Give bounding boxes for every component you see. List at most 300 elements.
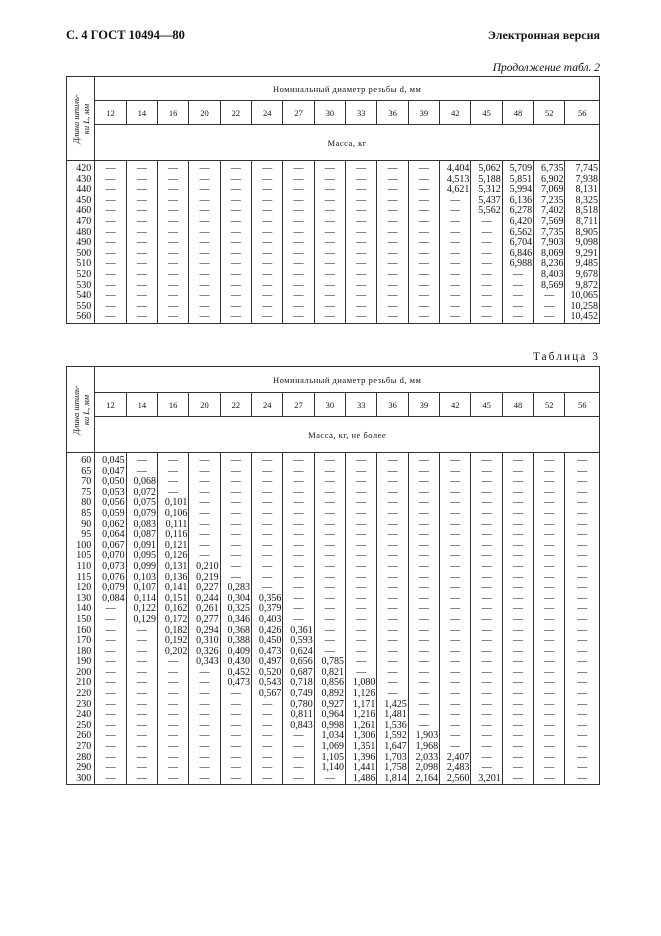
mass-cell: — xyxy=(220,742,251,753)
mass-cell: — xyxy=(346,281,377,292)
mass-cell: — xyxy=(471,626,502,637)
mass-cell: — xyxy=(408,678,439,689)
mass-cell: — xyxy=(95,238,126,249)
mass-cell: — xyxy=(565,657,600,668)
table-row xyxy=(67,206,600,217)
mass-cell: — xyxy=(346,312,377,323)
mass-cell: — xyxy=(534,583,565,594)
diameter-cell: 45 xyxy=(471,393,502,417)
mass-cell: 9,291 xyxy=(565,249,600,260)
mass-cell: — xyxy=(283,175,314,186)
mass-cell: — xyxy=(126,270,157,281)
mass-cell: — xyxy=(314,238,345,249)
mass-cell: — xyxy=(377,175,408,186)
mass-cell: 7,745 xyxy=(565,161,600,175)
mass-cell: — xyxy=(189,196,220,207)
table-row xyxy=(67,541,600,552)
mass-cell: — xyxy=(189,763,220,774)
mass-cell: — xyxy=(534,498,565,509)
table-row xyxy=(67,562,600,573)
length-cell: 290 xyxy=(67,763,95,774)
table-row xyxy=(67,657,600,668)
mass-cell: — xyxy=(314,509,345,520)
mass-cell: — xyxy=(408,206,439,217)
mass-cell: — xyxy=(565,753,600,764)
mass-cell: 7,735 xyxy=(534,228,565,239)
mass-cell: — xyxy=(534,753,565,764)
mass-cell: — xyxy=(126,742,157,753)
mass-cell: — xyxy=(346,175,377,186)
mass-cell: — xyxy=(408,238,439,249)
mass-cell: — xyxy=(95,626,126,637)
mass-cell: — xyxy=(220,488,251,499)
mass-cell: — xyxy=(471,689,502,700)
mass-cell: — xyxy=(189,312,220,323)
diameter-cell: 33 xyxy=(346,393,377,417)
mass-cell: — xyxy=(471,721,502,732)
mass-cell: 0,283 xyxy=(220,583,251,594)
mass-cell: 0,388 xyxy=(220,636,251,647)
length-cell: 180 xyxy=(67,647,95,658)
mass-cell: — xyxy=(565,636,600,647)
mass-cell: — xyxy=(471,551,502,562)
table-row xyxy=(67,753,600,764)
table-row xyxy=(67,291,600,302)
diameter-row xyxy=(67,393,600,417)
diameter-header: Номинальный диаметр резьбы d, мм xyxy=(95,367,600,393)
table-row xyxy=(67,217,600,228)
mass-cell: — xyxy=(220,710,251,721)
table-row xyxy=(67,721,600,732)
mass-cell: — xyxy=(252,175,283,186)
mass-cell: — xyxy=(126,453,157,467)
mass-cell: — xyxy=(314,270,345,281)
mass-cell: — xyxy=(377,573,408,584)
mass-cell: — xyxy=(220,270,251,281)
mass-cell: — xyxy=(565,573,600,584)
mass-cell: — xyxy=(471,520,502,531)
mass-cell: 0,079 xyxy=(95,583,126,594)
mass-cell: — xyxy=(440,583,471,594)
mass-cell: 0,050 xyxy=(95,477,126,488)
mass-cell: — xyxy=(189,217,220,228)
mass-cell: — xyxy=(565,498,600,509)
mass-cell: — xyxy=(220,551,251,562)
length-cell: 300 xyxy=(67,774,95,785)
mass-cell: — xyxy=(157,302,188,313)
mass-cell: — xyxy=(440,562,471,573)
mass-cell: — xyxy=(189,520,220,531)
mass-cell: — xyxy=(502,583,533,594)
mass-cell: — xyxy=(220,206,251,217)
mass-cell: — xyxy=(126,710,157,721)
diameter-cell: 27 xyxy=(283,393,314,417)
mass-cell: — xyxy=(126,753,157,764)
mass-cell: 0,520 xyxy=(252,668,283,679)
mass-cell: — xyxy=(95,742,126,753)
length-cell: 220 xyxy=(67,689,95,700)
mass-cell: — xyxy=(283,498,314,509)
mass-cell: — xyxy=(377,453,408,467)
mass-cell: — xyxy=(565,583,600,594)
mass-cell: — xyxy=(377,615,408,626)
table-row xyxy=(67,453,600,467)
mass-cell: — xyxy=(252,249,283,260)
mass-cell: — xyxy=(377,477,408,488)
mass-cell: — xyxy=(440,742,471,753)
mass-cell: — xyxy=(95,270,126,281)
mass-cell: — xyxy=(314,594,345,605)
mass-cell: — xyxy=(471,710,502,721)
mass-cell: 0,075 xyxy=(126,498,157,509)
mass-cell: — xyxy=(220,259,251,270)
mass-cell: 6,988 xyxy=(502,259,533,270)
mass-cell: — xyxy=(189,530,220,541)
table-row xyxy=(67,615,600,626)
mass-cell: — xyxy=(502,509,533,520)
length-cell: 190 xyxy=(67,657,95,668)
table-row xyxy=(67,175,600,186)
mass-cell: — xyxy=(157,488,188,499)
mass-cell: 0,083 xyxy=(126,520,157,531)
mass-cell: — xyxy=(157,228,188,239)
mass-cell: 5,851 xyxy=(502,175,533,186)
mass-cell: — xyxy=(126,302,157,313)
mass-cell: — xyxy=(252,562,283,573)
mass-cell: — xyxy=(220,228,251,239)
mass-cell: 1,105 xyxy=(314,753,345,764)
mass-cell: — xyxy=(440,636,471,647)
mass-cell: 1,425 xyxy=(377,700,408,711)
mass-cell: — xyxy=(534,594,565,605)
mass-cell: 9,678 xyxy=(565,270,600,281)
mass-cell: 5,062 xyxy=(471,161,502,175)
table-row xyxy=(67,249,600,260)
mass-cell: — xyxy=(377,583,408,594)
mass-cell: 1,080 xyxy=(346,678,377,689)
mass-cell: — xyxy=(471,477,502,488)
mass-cell: 0,114 xyxy=(126,594,157,605)
mass-cell: — xyxy=(377,259,408,270)
mass-cell: — xyxy=(440,509,471,520)
mass-cell: — xyxy=(502,477,533,488)
mass-cell: — xyxy=(408,498,439,509)
mass-cell: — xyxy=(346,467,377,478)
mass-cell: — xyxy=(314,562,345,573)
mass-cell: — xyxy=(95,731,126,742)
mass-cell: — xyxy=(377,668,408,679)
mass-cell: — xyxy=(126,249,157,260)
length-cell: 105 xyxy=(67,551,95,562)
mass-cell: — xyxy=(252,573,283,584)
mass-cell: — xyxy=(346,498,377,509)
mass-cell: — xyxy=(220,753,251,764)
mass-cell: 7,069 xyxy=(534,185,565,196)
mass-cell: — xyxy=(440,721,471,732)
mass-cell: — xyxy=(471,753,502,764)
mass-cell: — xyxy=(95,763,126,774)
mass-cell: — xyxy=(252,731,283,742)
mass-cell: — xyxy=(534,477,565,488)
length-cell: 120 xyxy=(67,583,95,594)
mass-cell: 4,621 xyxy=(440,185,471,196)
mass-cell: — xyxy=(346,551,377,562)
length-cell: 90 xyxy=(67,520,95,531)
mass-cell: — xyxy=(377,657,408,668)
mass-cell: — xyxy=(534,615,565,626)
mass-cell: — xyxy=(408,562,439,573)
mass-cell: — xyxy=(252,763,283,774)
mass-cell: — xyxy=(252,774,283,785)
mass-cell: — xyxy=(346,488,377,499)
mass-cell: — xyxy=(220,467,251,478)
mass-cell: 0,103 xyxy=(126,573,157,584)
mass-cell: — xyxy=(189,175,220,186)
mass-cell: — xyxy=(346,206,377,217)
mass-cell: — xyxy=(189,551,220,562)
mass-cell: — xyxy=(440,217,471,228)
length-cell: 115 xyxy=(67,573,95,584)
mass-cell: — xyxy=(471,238,502,249)
mass-cell: — xyxy=(534,689,565,700)
mass-cell: — xyxy=(95,175,126,186)
mass-cell: — xyxy=(377,196,408,207)
mass-cell: — xyxy=(534,774,565,785)
mass-cell: 1,396 xyxy=(346,753,377,764)
mass-cell: — xyxy=(440,678,471,689)
length-cell: 65 xyxy=(67,467,95,478)
mass-cell: — xyxy=(95,302,126,313)
page-header-right: Электронная версия xyxy=(487,28,600,42)
mass-cell: 4,513 xyxy=(440,175,471,186)
mass-cell: — xyxy=(252,291,283,302)
length-cell: 520 xyxy=(67,270,95,281)
mass-cell: — xyxy=(126,689,157,700)
mass-cell: — xyxy=(471,498,502,509)
mass-cell: 7,402 xyxy=(534,206,565,217)
mass-cell: — xyxy=(314,175,345,186)
mass-cell: — xyxy=(440,228,471,239)
mass-cell: 1,968 xyxy=(408,742,439,753)
mass-cell: 1,592 xyxy=(377,731,408,742)
length-cell: 540 xyxy=(67,291,95,302)
mass-cell: — xyxy=(126,731,157,742)
mass-cell: 1,306 xyxy=(346,731,377,742)
mass-cell: — xyxy=(408,700,439,711)
mass-cell: 0,073 xyxy=(95,562,126,573)
length-cell: 60 xyxy=(67,453,95,467)
mass-cell: — xyxy=(440,206,471,217)
mass-cell: — xyxy=(157,477,188,488)
mass-cell: — xyxy=(377,206,408,217)
mass-cell: — xyxy=(377,312,408,323)
mass-cell: — xyxy=(377,520,408,531)
mass-cell: 0,107 xyxy=(126,583,157,594)
mass-cell: — xyxy=(408,161,439,175)
mass-cell: — xyxy=(565,477,600,488)
length-cell: 240 xyxy=(67,710,95,721)
mass-cell: — xyxy=(157,281,188,292)
table-row xyxy=(67,228,600,239)
diameter-cell: 48 xyxy=(502,393,533,417)
mass-cell: — xyxy=(157,270,188,281)
mass-cell: — xyxy=(565,731,600,742)
table-row xyxy=(67,668,600,679)
mass-cell: — xyxy=(157,291,188,302)
mass-cell: 1,069 xyxy=(314,742,345,753)
length-cell: 510 xyxy=(67,259,95,270)
mass-cell: — xyxy=(377,562,408,573)
mass-cell: — xyxy=(189,270,220,281)
mass-cell: — xyxy=(534,700,565,711)
mass-cell: — xyxy=(220,721,251,732)
mass-cell: — xyxy=(565,678,600,689)
mass-cell: 2,033 xyxy=(408,753,439,764)
mass-cell: 1,441 xyxy=(346,763,377,774)
mass-cell: 0,079 xyxy=(126,509,157,520)
mass-cell: 8,236 xyxy=(534,259,565,270)
table-row xyxy=(67,583,600,594)
mass-cell: — xyxy=(95,161,126,175)
length-cell: 200 xyxy=(67,668,95,679)
table-row xyxy=(67,551,600,562)
mass-cell: — xyxy=(220,161,251,175)
mass-cell: — xyxy=(502,530,533,541)
mass-cell: 0,718 xyxy=(283,678,314,689)
length-cell: 230 xyxy=(67,700,95,711)
mass-cell: — xyxy=(346,228,377,239)
mass-cell: — xyxy=(408,647,439,658)
mass-cell: — xyxy=(408,657,439,668)
mass-cell: — xyxy=(471,604,502,615)
diameter-row xyxy=(67,101,600,125)
mass-cell: — xyxy=(377,689,408,700)
mass-cell: — xyxy=(252,467,283,478)
mass-cell: 0,059 xyxy=(95,509,126,520)
mass-cell: 0,361 xyxy=(283,626,314,637)
mass-cell: — xyxy=(440,668,471,679)
mass-cell: — xyxy=(565,689,600,700)
mass-cell: — xyxy=(471,583,502,594)
mass-cell: — xyxy=(408,312,439,323)
mass-cell: — xyxy=(126,700,157,711)
mass-cell: — xyxy=(377,228,408,239)
mass-cell: — xyxy=(95,281,126,292)
mass-cell: 0,122 xyxy=(126,604,157,615)
mass-cell: — xyxy=(346,477,377,488)
mass-cell: — xyxy=(314,530,345,541)
mass-cell: — xyxy=(95,249,126,260)
mass-cell: — xyxy=(440,302,471,313)
mass-cell: — xyxy=(189,498,220,509)
mass-cell: 0,210 xyxy=(189,562,220,573)
mass-cell: 0,047 xyxy=(95,467,126,478)
mass-cell: — xyxy=(157,721,188,732)
mass-cell: — xyxy=(471,270,502,281)
mass-cell: — xyxy=(440,281,471,292)
mass-cell: — xyxy=(534,636,565,647)
mass-cell: 5,312 xyxy=(471,185,502,196)
mass-cell: — xyxy=(502,668,533,679)
table-row xyxy=(67,259,600,270)
mass-cell: 3,201 xyxy=(471,774,502,785)
mass-cell: — xyxy=(377,530,408,541)
table-row xyxy=(67,196,600,207)
mass-cell: — xyxy=(283,488,314,499)
mass-cell: — xyxy=(220,509,251,520)
mass-cell: — xyxy=(377,636,408,647)
table3 xyxy=(66,366,600,785)
mass-cell: — xyxy=(471,742,502,753)
mass-cell: — xyxy=(283,573,314,584)
mass-cell: 0,056 xyxy=(95,498,126,509)
mass-cell: — xyxy=(252,185,283,196)
diameter-cell: 14 xyxy=(126,393,157,417)
mass-cell: 8,518 xyxy=(565,206,600,217)
mass-cell: 0,101 xyxy=(157,498,188,509)
mass-cell: — xyxy=(471,281,502,292)
mass-cell: 5,562 xyxy=(471,206,502,217)
mass-cell: — xyxy=(220,700,251,711)
mass-cell: 0,068 xyxy=(126,477,157,488)
mass-cell: — xyxy=(408,467,439,478)
mass-cell: — xyxy=(189,509,220,520)
mass-cell: — xyxy=(314,467,345,478)
table-row xyxy=(67,498,600,509)
mass-cell: — xyxy=(346,238,377,249)
table-row xyxy=(67,774,600,785)
mass-cell: 0,785 xyxy=(314,657,345,668)
mass-cell: — xyxy=(283,467,314,478)
mass-cell: 0,356 xyxy=(252,594,283,605)
mass-cell: — xyxy=(189,700,220,711)
mass-cell: — xyxy=(408,721,439,732)
diameter-cell: 39 xyxy=(408,101,439,125)
mass-cell: — xyxy=(157,710,188,721)
mass-cell: — xyxy=(534,291,565,302)
mass-cell: — xyxy=(95,196,126,207)
mass-cell: — xyxy=(157,175,188,186)
length-cell: 95 xyxy=(67,530,95,541)
mass-cell: — xyxy=(283,453,314,467)
mass-cell: 0,497 xyxy=(252,657,283,668)
mass-cell: 0,780 xyxy=(283,700,314,711)
table-row xyxy=(67,281,600,292)
mass-cell: — xyxy=(283,259,314,270)
mass-cell: — xyxy=(346,594,377,605)
mass-cell: — xyxy=(346,302,377,313)
mass-cell: — xyxy=(189,185,220,196)
mass-cell: — xyxy=(377,270,408,281)
table-row xyxy=(67,185,600,196)
mass-cell: 0,368 xyxy=(220,626,251,637)
mass-cell: — xyxy=(408,477,439,488)
diameter-cell: 42 xyxy=(440,393,471,417)
mass-cell: — xyxy=(534,551,565,562)
mass-cell: — xyxy=(189,721,220,732)
mass-cell: — xyxy=(252,281,283,292)
table-row xyxy=(67,626,600,637)
mass-cell: 0,821 xyxy=(314,668,345,679)
table2-body xyxy=(67,161,600,324)
mass-cell: — xyxy=(346,520,377,531)
mass-cell: — xyxy=(314,615,345,626)
diameter-cell: 14 xyxy=(126,101,157,125)
length-cell: 140 xyxy=(67,604,95,615)
mass-cell: — xyxy=(440,453,471,467)
mass-cell: — xyxy=(157,742,188,753)
mass-cell: — xyxy=(408,217,439,228)
